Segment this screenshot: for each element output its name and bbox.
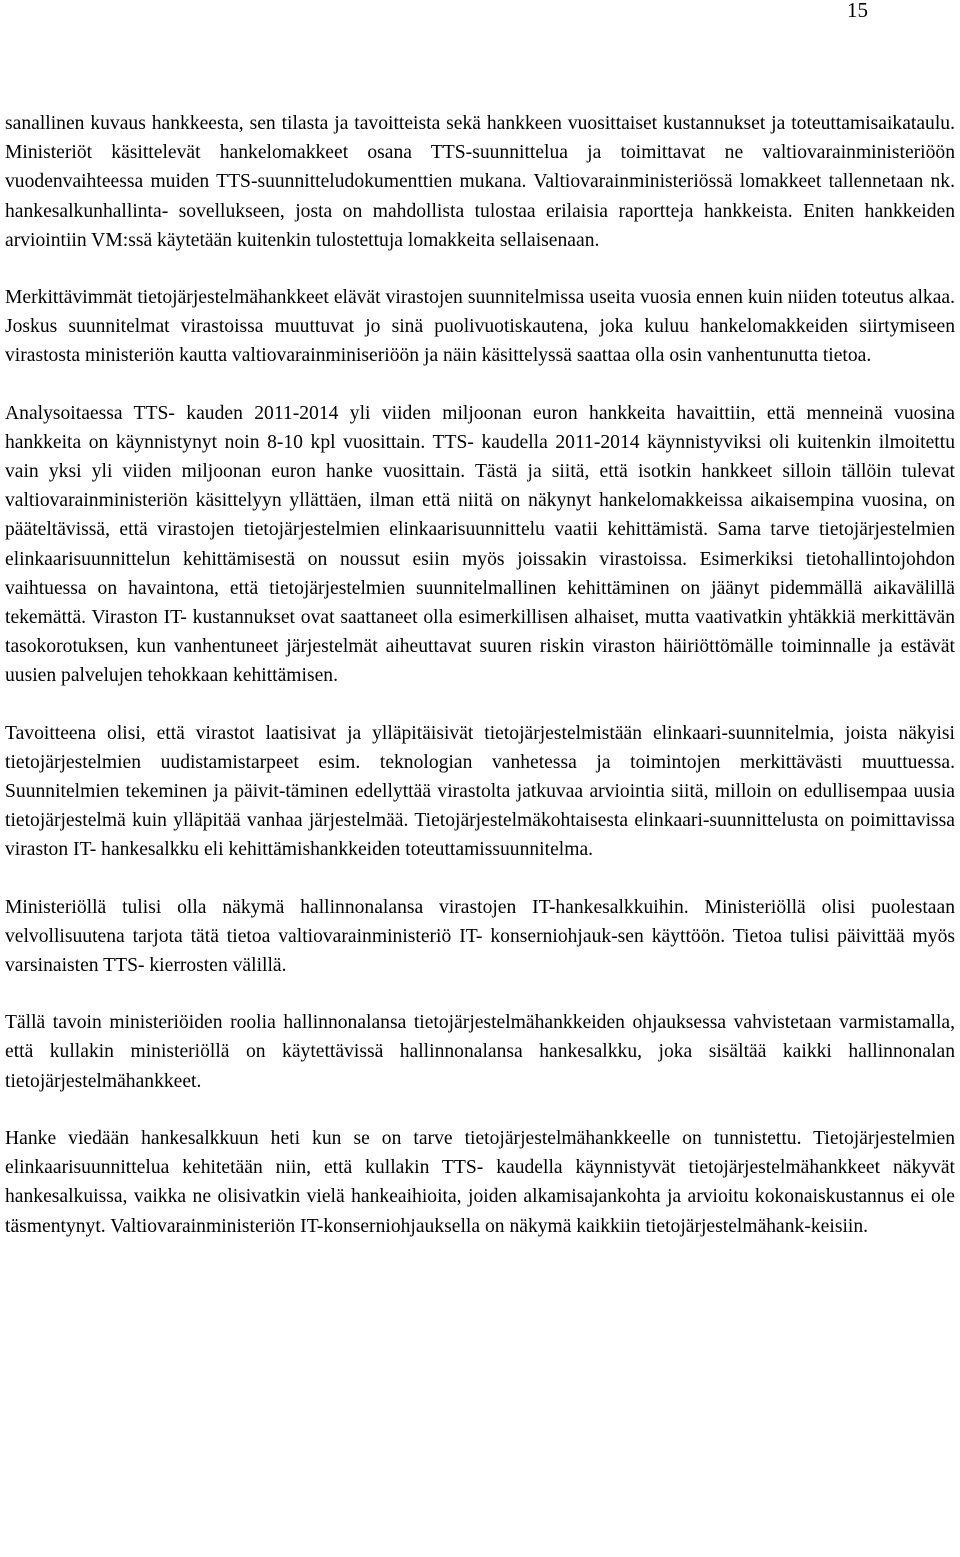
paragraph-7: Hanke viedään hankesalkkuun heti kun se on tarve tietojärjestelmähankkeelle on tunnistettu. Tietojärjestelmien elinkaarisuunnittelua kehitetään niin, että kullakin TTS- kaudella käynnistyvät tietojärjestelmähankkeet näkyvät hankesalkuissa, vaikka ne olisivatkin vielä hankeaihioita, joiden alkamisajankohta ja arvioitu kokonaiskustannus ei ole täsmentynyt. Valtiovarainministeriön IT-konserniohjauksella on näkymä kaikkiin tietojärjestelmähank-keisiin. — [5, 1127, 955, 1237]
paragraph-4: Tavoitteena olisi, että virastot laatisivat ja ylläpitäisivät tietojärjestelmistään elinkaari-suunnitelmia, joista näkyisi tietojärjestelmien uudistamistarpeet esim. teknologian vanhetessa ja toimintojen merkittävästi muuttuessa. Suunnitelmien tekeminen ja päivit-täminen edellyttää virastolta jatkuvaa arviointia siitä, milloin on edullisempaa uusia tietojärjestelmä kuin ylläpitää vanhaa järjestelmää. Tietojärjestelmäkohtaisesta elinkaari-suunnittelusta on poimittavissa viraston IT- hankesalkku eli kehittämishankkeiden toteuttamissuunnitelma. — [5, 722, 955, 861]
paragraph-6: Tällä tavoin ministeriöiden roolia hallinnonalansa tietojärjestelmähankkeiden ohjauksessa vahvistetaan varmistamalla, että kullakin ministeriöllä on käytettävissä hallinnonalansa hankesalkku, joka sisältää kaikki hallinnonalan tietojärjestelmähankkeet. — [5, 1012, 955, 1092]
paragraph-2: Merkittävimmät tietojärjestelmähankkeet elävät virastojen suunnitelmissa useita vuosia ennen kuin niiden toteutus alkaa. Joskus suunnitelmat virastoissa muuttuvat jo sinä puolivuotiskautena, joka kuluu hankelomakkeiden siirtymiseen virastosta ministeriön kautta valtiovarainminiseriöön ja näin käsittelyssä saattaa olla osin vanhentunutta tietoa. — [5, 287, 955, 367]
paragraph-3: Analysoitaessa TTS- kauden 2011-2014 yli viiden miljoonan euron hankkeita havaittiin, että menneinä vuosina hankkeita on käynnistynyt noin 8-10 kpl vuosittain. TTS- kaudella 2011-2014 käynnistyviksi oli kuitenkin ilmoitettu vain yksi yli viiden miljoonan euron hanke vuosittain. Tästä ja siitä, että isotkin hankkeet silloin tällöin tulevat valtiovarainministeriön käsittelyyn yllättäen, ilman että niitä on näkynyt hankelomakkeissa aikaisempina vuosina, on pääteltävissä, että virastojen tietojärjestelmien elinkaarisuunnittelu vaatii kehittämistä. Sama tarve tietojärjestelmien elinkaarisuunnittelun kehittämisestä on noussut esiin myös joissakin virastoissa. Esimerkiksi tietohallintojohdon vaihtuessa on havaintona, että tietojärjestelmien suunnitelmallinen kehittäminen on jäänyt pidemmällä aikavälillä tekemättä. Viraston IT- kustannukset ovat saattaneet olla esimerkillisen alhaiset, mutta vaativatkin yhtäkkiä merkittävän tasokorotuksen, kun vanhentuneet järjestelmät aiheuttavat suuren riskin viraston häiriöttömälle toiminnalle ja estävät uusien palvelujen tehokkaan kehittämisen. — [5, 402, 955, 687]
paragraph-5: Ministeriöllä tulisi olla näkymä hallinnonalansa virastojen IT-hankesalkkuihin. Ministeriöllä olisi puolestaan velvollisuutena tarjota tätä tietoa valtiovarainministeriö IT- konserniohjauk-sen käyttöön. Tietoa tulisi päivittää myös varsinaisten TTS- kierrosten välillä. — [5, 896, 955, 977]
paragraph-1: sanallinen kuvaus hankkeesta, sen tilasta ja tavoitteista sekä hankkeen vuosittaiset kustannukset ja toteuttamisaikataulu. Ministeriöt käsittelevät hankelomakkeet osana TTS-suunnittelua ja toimittavat ne valtiovarainministeriöön vuodenvaihteessa muiden TTS-suunnitteludokumenttien mukana. Valtiovarainministeriössä lomakkeet tallennetaan nk. hankesalkunhallinta- sovellukseen, josta on mahdollista tulostaa erilaisia raportteja hankkeista. Eniten hankkeiden arviointiin VM:ssä käytetään kuitenkin tulostettuja lomakkeita sellaisenaan. — [5, 113, 955, 251]
page-number: 15 — [847, 0, 868, 22]
body-text — [5, 109, 955, 1241]
